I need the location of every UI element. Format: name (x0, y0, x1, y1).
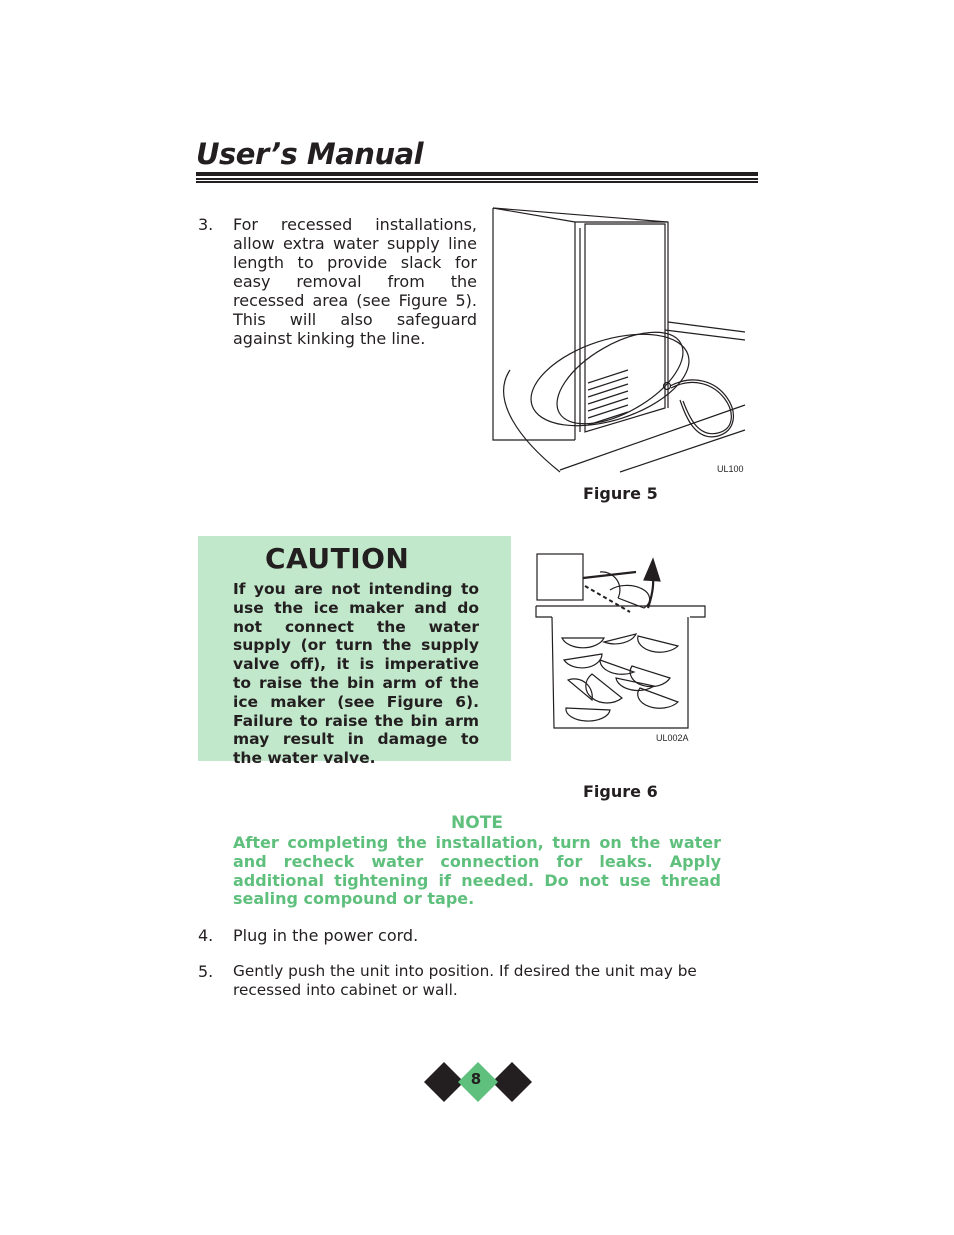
step-3-number: 3. (198, 215, 214, 234)
page-title: User’s Manual (196, 137, 424, 171)
header-rule-thin-1 (196, 178, 758, 180)
figure-6-caption: Figure 6 (583, 782, 658, 801)
figure-5-illustration (480, 200, 760, 490)
figure-5-caption: Figure 5 (583, 484, 658, 503)
header-rule-thin-2 (196, 181, 758, 183)
step-5-number: 5. (198, 962, 214, 981)
figure-6-illustration (530, 550, 720, 735)
step-4-text: Plug in the power cord. (233, 926, 419, 945)
figure-6-code: UL002A (656, 733, 689, 743)
figure-5-code: UL100 (717, 464, 744, 474)
note-title: NOTE (451, 813, 503, 833)
caution-text: If you are not intending to use the ice maker and do not connect the water supply (or turn the supply valve off), it is imperative to raise the bin arm of the ice maker (see Figure 6). Failure to raise the bin arm may result in damage to the water valve. (233, 580, 479, 768)
step-4-number: 4. (198, 926, 214, 945)
header-rule-thick (196, 172, 758, 176)
page-number: 8 (470, 1070, 482, 1088)
step-3-text: For recessed installations, allow extra water supply line length to provide slack for easy removal from the recessed area (see Figure 5). This will also safeguard against kinking the line. (233, 215, 477, 348)
step-5-text: Gently push the unit into position. If desired the unit may be recessed into cabinet or wall. (233, 962, 697, 999)
caution-title: CAUTION (265, 542, 410, 575)
note-text: After completing the installation, turn on the water and recheck water connection for leaks. Apply additional tightening if needed. Do not use thread sealing compound or tape. (233, 833, 721, 909)
